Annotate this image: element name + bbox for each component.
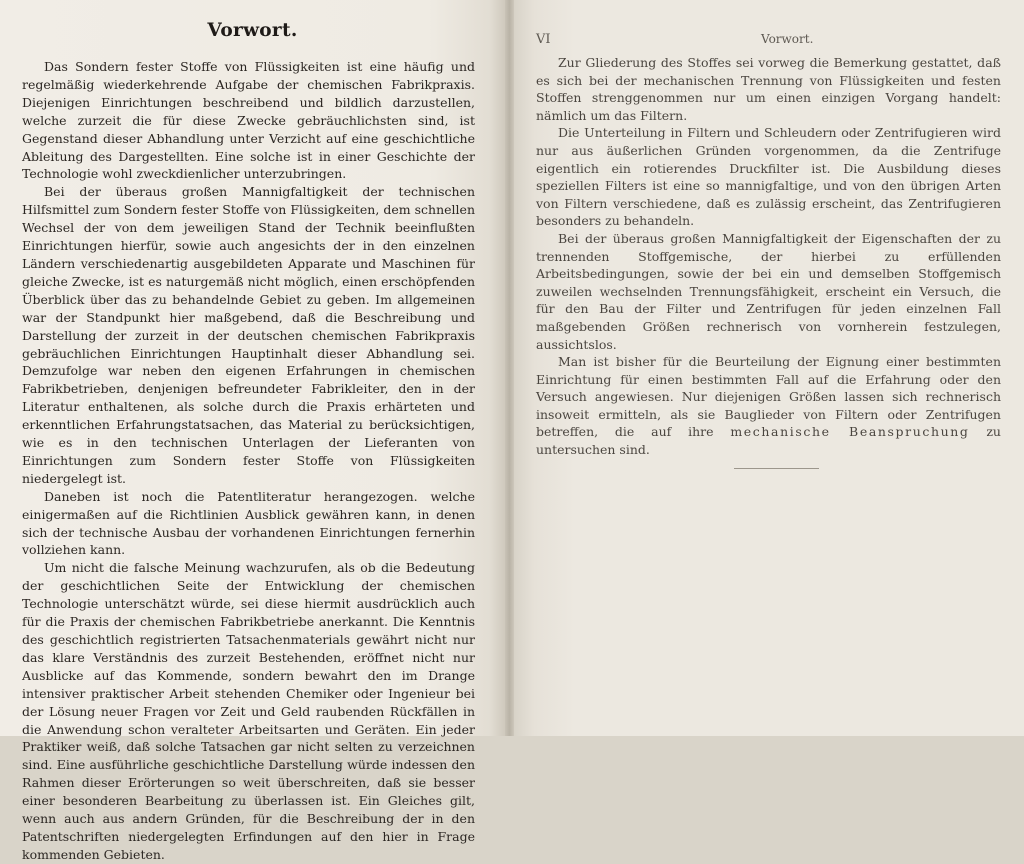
paragraph-text: zu untersuchen sind. [536, 424, 1001, 458]
book-gutter [505, 0, 514, 736]
paragraph [536, 353, 1001, 459]
right-page [514, 0, 1024, 736]
spaced-emphasis: mechanische Beanspruchung [730, 424, 970, 440]
left-page [0, 0, 505, 862]
page-title: Vorwort. [207, 20, 298, 41]
page-number: VI [536, 32, 551, 47]
paragraph: Bei der überaus großen Mannigfaltigkeit der Eigenschaften der zu trennenden Stoffgemische, der hierbei zu erfüllenden Arbeitsbedingungen, sowie der bei ein und demselben Stoffgemisch zuweilen wechselnden Trennungsfähigkeit, erscheint ein Versuch, die für den Bau der Filter und Zentrifugen für jeden einzelnen Fall maßgebenden Größen rechnerisch von vornherein festzulegen, aussichtslos. [536, 230, 1001, 352]
paragraph-text: Man ist bisher für die Beurteilung der Eignung einer bestimmten Einrichtung für einen bestimmten Fall auf die Erfahrung oder den Versuch angewiesen. Nur diejenigen Größen lassen sich rechnerisch insoweit ermitteln, als sie Bauglieder von Filtern oder Zentrifugen betreffen, die auf ihre [536, 354, 1001, 440]
paragraph: Die Unterteilung in Filtern und Schleudern oder Zentrifugieren wird nur aus äußerlichen Gründen vorgenommen, da die Zentrifuge eigentlich ein rotierendes Druckfilter ist. Die Ausbildung dieses speziellen Filters ist eine so mannigfaltige, und von den übrigen Arten von Filtern verschiedene, daß es zulässig erscheint, das Zentrifugieren besonders zu behandeln. [536, 125, 1001, 229]
paragraph: Bei der überaus großen Mannigfaltigkeit der technischen Hilfsmittel zum Sondern fester Stoffe von Flüssigkeiten, dem schnellen Wechsel der von dem jeweiligen Stand der Technik beeinflußten Einrichtungen hierfür, sowie auch angesichts der in den einzelnen Ländern verschiedenartig ausgebildeten Apparate und Maschinen für gleiche Zwecke, ist es naturgemäß nicht möglich, einen erschöpfenden Überblick über das zu behandelnde Gebiet zu geben. Im allgemeinen war der Standpunkt hier maßgebend, daß die Beschreibung und Darstellung der zurzeit in der deutschen chemischen Fabrikpraxis gebräuchlichen Einrichtungen Hauptinhalt dieser Abhandlung sei. Demzufolge war neben den eigenen Erfahrungen in chemischen Fabrikbetrieben, denjenigen befreundeter Fabrikleiter, den in der Literatur enthaltenen, als solche durch die Praxis erhärteten und erkenntlichen Erfahrungstatsachen, das Material zu berücksichtigen, wie es in den technischen Unterlagen der Lieferanten von Einrichtungen zum Sondern fester Stoffe von Flüssigkeiten niedergelegt ist. [22, 184, 475, 486]
left-page-body [22, 58, 475, 864]
right-page-body [536, 54, 1001, 459]
paragraph: Um nicht die falsche Meinung wachzurufen, als ob die Bedeutung der geschichtlichen Seite der Entwicklung der chemischen Technologie unterschätzt würde, sei diese hiermit ausdrücklich auch für die Praxis der chemischen Fabrikbetriebe anerkannt. Die Kenntnis des geschichtlich registrierten Tatsachenmaterials gewährt nicht nur das klare Verständnis des zurzeit Bestehenden, eröffnet nicht nur Ausblicke auf das Kommende, sondern bewahrt den im Drange intensiver praktischer Arbeit stehenden Chemiker oder Ingenieur bei der Lösung neuer Fragen vor Zeit und Geld raubenden Rückfällen in die Anwendung schon veralteter Arbeitsarten und Geräten. Ein jeder Praktiker weiß, daß solche Tatsachen gar nicht selten zu verzeichnen sind. Eine ausführliche geschichtliche Darstellung würde indessen den Rahmen dieser Erörterungen so weit überschreiten, daß sie besser einer besonderen Bearbeitung zu überlassen ist. Ein Gleiches gilt, wenn auch aus andern Gründen, für die Beschreibung der in den Patentschriften niedergelegten Erfindungen auf den hier in Frage kommenden Gebieten. [22, 560, 475, 862]
paragraph: Daneben ist noch die Patentliteratur herangezogen. welche einigermaßen auf die Richtlinien Ausblick gewähren kann, in denen sich der technische Ausbau der vorhandenen Einrichtungen fernerhin vollziehen kann. [22, 488, 475, 558]
section-divider [734, 468, 819, 469]
paragraph: Zur Gliederung des Stoffes sei vorweg die Bemerkung gestattet, daß es sich bei der mechanischen Trennung von Flüssigkeiten und festen Stoffen strenggenommen nur um einen einzigen Vorgang handelt: nämlich um das Filtern. [536, 55, 1001, 123]
paragraph: Das Sondern fester Stoffe von Flüssigkeiten ist eine häufig und regelmäßig wiederkehrende Aufgabe der chemischen Fabrikpraxis. Diejenigen Einrichtungen beschreibend und bildlich darzustellen, welche zurzeit die für diese Zwecke gebräuchlichsten sind, ist Gegenstand dieser Abhandlung unter Verzicht auf eine geschichtliche Ableitung des Dargestellten. Eine solche ist in einer Geschichte der Technologie wohl zweckdienlicher unterzubringen. [22, 59, 475, 182]
running-title: Vorwort. [761, 32, 814, 46]
